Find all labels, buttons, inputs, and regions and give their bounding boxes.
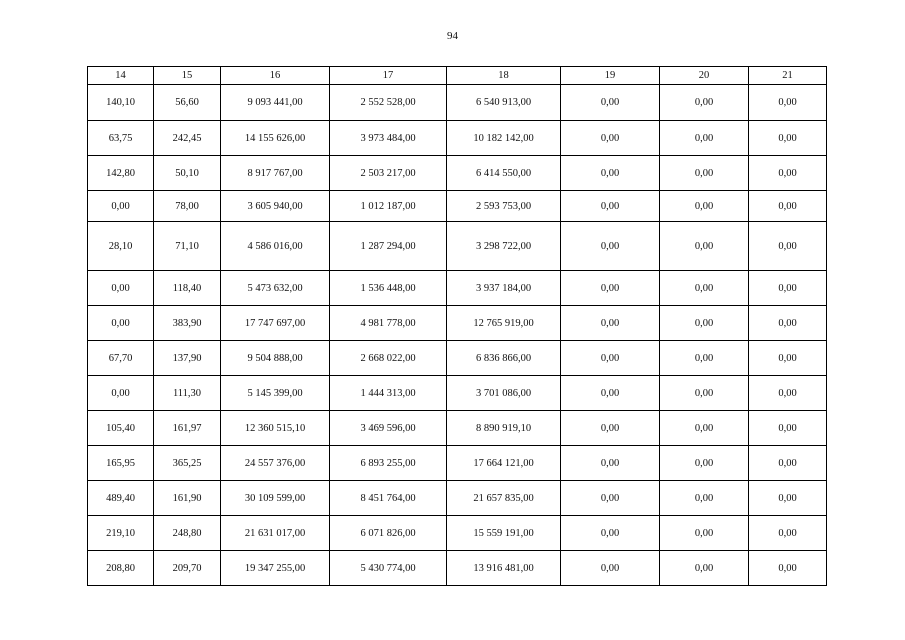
column-header: 15 [154,67,221,85]
table-cell: 6 414 550,00 [447,156,561,191]
table-cell: 0,00 [660,481,749,516]
table-cell: 8 917 767,00 [221,156,330,191]
table-row [88,516,827,551]
table-cell: 0,00 [660,306,749,341]
table-cell: 0,00 [660,121,749,156]
table-row [88,446,827,481]
table-cell: 0,00 [749,376,827,411]
table-cell: 0,00 [749,156,827,191]
header-row [88,67,827,85]
table-cell: 3 298 722,00 [447,222,561,271]
table-cell: 0,00 [88,306,154,341]
table-cell: 0,00 [749,446,827,481]
table-cell: 0,00 [749,222,827,271]
table-cell: 0,00 [749,411,827,446]
column-header: 20 [660,67,749,85]
table-cell: 67,70 [88,341,154,376]
table-cell: 0,00 [660,191,749,222]
table-cell: 0,00 [749,271,827,306]
table-cell: 3 605 940,00 [221,191,330,222]
table-cell: 0,00 [660,156,749,191]
table-cell: 6 540 913,00 [447,85,561,121]
table-cell: 3 973 484,00 [330,121,447,156]
table-cell: 219,10 [88,516,154,551]
table-cell: 0,00 [660,341,749,376]
table-cell: 28,10 [88,222,154,271]
table-row [88,306,827,341]
table-cell: 1 012 187,00 [330,191,447,222]
table-cell: 17 664 121,00 [447,446,561,481]
table-cell: 56,60 [154,85,221,121]
table-cell: 5 145 399,00 [221,376,330,411]
column-header: 17 [330,67,447,85]
table-cell: 248,80 [154,516,221,551]
table-cell: 8 451 764,00 [330,481,447,516]
table-cell: 0,00 [749,306,827,341]
table-cell: 3 469 596,00 [330,411,447,446]
table-cell: 118,40 [154,271,221,306]
table-cell: 15 559 191,00 [447,516,561,551]
table-cell: 13 916 481,00 [447,551,561,586]
table-cell: 0,00 [749,341,827,376]
table-cell: 383,90 [154,306,221,341]
table-cell: 0,00 [561,121,660,156]
table-cell: 161,97 [154,411,221,446]
table-cell: 0,00 [561,306,660,341]
table-cell: 0,00 [561,271,660,306]
table-cell: 24 557 376,00 [221,446,330,481]
table-cell: 4 586 016,00 [221,222,330,271]
table-row [88,271,827,306]
table-cell: 1 444 313,00 [330,376,447,411]
table-cell: 137,90 [154,341,221,376]
table-cell: 365,25 [154,446,221,481]
page-number: 94 [447,30,458,42]
column-header: 14 [88,67,154,85]
column-header: 16 [221,67,330,85]
table-cell: 0,00 [561,446,660,481]
table-cell: 0,00 [561,222,660,271]
table-cell: 0,00 [660,222,749,271]
table-cell: 5 473 632,00 [221,271,330,306]
table-cell: 6 836 866,00 [447,341,561,376]
table-row [88,121,827,156]
table-cell: 78,00 [154,191,221,222]
table-cell: 0,00 [660,376,749,411]
table-cell: 0,00 [561,376,660,411]
table-cell: 0,00 [660,551,749,586]
table-cell: 0,00 [660,85,749,121]
table-row [88,85,827,121]
table-cell: 0,00 [88,376,154,411]
table-cell: 0,00 [749,191,827,222]
table-cell: 0,00 [660,271,749,306]
table-cell: 0,00 [749,551,827,586]
table-cell: 242,45 [154,121,221,156]
table-cell: 0,00 [561,411,660,446]
table-cell: 0,00 [561,156,660,191]
table-cell: 10 182 142,00 [447,121,561,156]
table-cell: 8 890 919,10 [447,411,561,446]
table-row [88,551,827,586]
table-cell: 19 347 255,00 [221,551,330,586]
column-header: 19 [561,67,660,85]
column-header: 21 [749,67,827,85]
table-row [88,411,827,446]
table-cell: 0,00 [749,121,827,156]
table-cell: 5 430 774,00 [330,551,447,586]
table-cell: 208,80 [88,551,154,586]
table-cell: 0,00 [561,341,660,376]
table-cell: 21 631 017,00 [221,516,330,551]
table-cell: 0,00 [561,481,660,516]
table-cell: 2 552 528,00 [330,85,447,121]
table-cell: 209,70 [154,551,221,586]
table-cell: 3 701 086,00 [447,376,561,411]
data-table [87,66,827,586]
table-row [88,222,827,271]
table-cell: 0,00 [660,516,749,551]
table-row [88,481,827,516]
table-cell: 71,10 [154,222,221,271]
table-cell: 0,00 [561,191,660,222]
table-cell: 105,40 [88,411,154,446]
table-cell: 14 155 626,00 [221,121,330,156]
table-cell: 161,90 [154,481,221,516]
table-cell: 0,00 [660,411,749,446]
table-cell: 0,00 [749,85,827,121]
table-row [88,376,827,411]
table-cell: 0,00 [749,481,827,516]
table-cell: 12 765 919,00 [447,306,561,341]
table-cell: 9 093 441,00 [221,85,330,121]
table-cell: 1 287 294,00 [330,222,447,271]
table-cell: 6 071 826,00 [330,516,447,551]
table-row [88,156,827,191]
table-cell: 17 747 697,00 [221,306,330,341]
table-cell: 6 893 255,00 [330,446,447,481]
table-cell: 111,30 [154,376,221,411]
table-cell: 0,00 [660,446,749,481]
table-cell: 30 109 599,00 [221,481,330,516]
table-cell: 4 981 778,00 [330,306,447,341]
table-cell: 0,00 [88,191,154,222]
column-header: 18 [447,67,561,85]
table-cell: 140,10 [88,85,154,121]
table-cell: 2 593 753,00 [447,191,561,222]
table-cell: 0,00 [561,516,660,551]
table-row [88,191,827,222]
table-cell: 0,00 [561,551,660,586]
table-cell: 2 668 022,00 [330,341,447,376]
table-cell: 142,80 [88,156,154,191]
table-cell: 21 657 835,00 [447,481,561,516]
table-row [88,341,827,376]
table-cell: 1 536 448,00 [330,271,447,306]
table-cell: 3 937 184,00 [447,271,561,306]
table-cell: 9 504 888,00 [221,341,330,376]
table-cell: 0,00 [561,85,660,121]
table-cell: 0,00 [749,516,827,551]
table-cell: 12 360 515,10 [221,411,330,446]
table-cell: 489,40 [88,481,154,516]
table-cell: 2 503 217,00 [330,156,447,191]
table-cell: 63,75 [88,121,154,156]
table-cell: 165,95 [88,446,154,481]
table-cell: 0,00 [88,271,154,306]
table-cell: 50,10 [154,156,221,191]
table-body [88,85,827,586]
